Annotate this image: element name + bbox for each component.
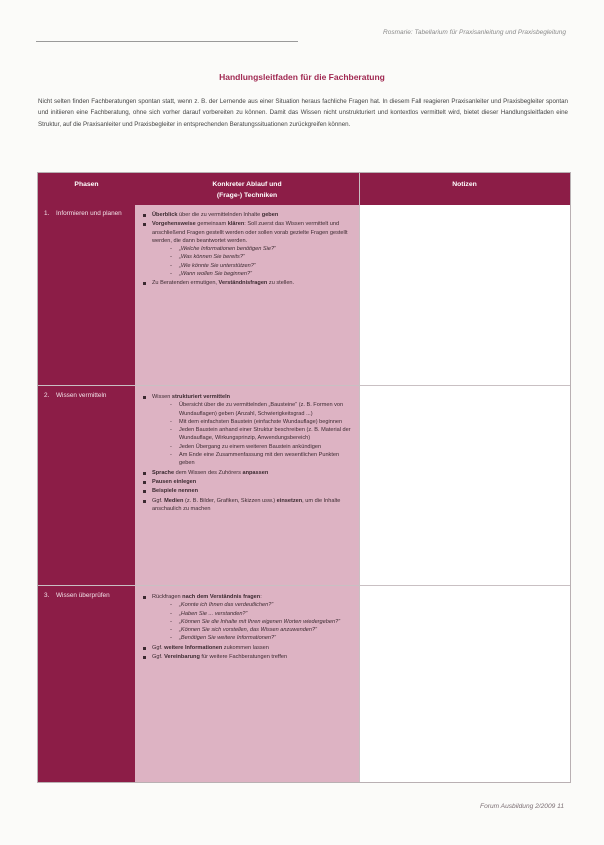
list-item: Ggf. Medien (z. B. Bilder, Grafiken, Skizzen usw.) einsetzen, um die Inhalte anschaulich zu machen [141, 497, 353, 514]
page-footer: Forum Ausbildung 2/2009 11 [480, 803, 564, 810]
sub-item: - Mit dem einfachsten Baustein (einfachste Wundauflage) beginnen [170, 418, 353, 426]
page-title: Handlungsleitfaden für die Fachberatung [219, 72, 385, 82]
question-item: - „Konnte ich Ihnen das verdeutlichen?“ [170, 601, 353, 609]
method-cell-3 [141, 593, 353, 662]
phase-label: Wissen überprüfen [56, 592, 110, 599]
column-divider [359, 173, 360, 782]
header-rule [36, 41, 298, 42]
phase-column-bg [38, 173, 135, 782]
header-notes: Notizen [452, 181, 477, 188]
list-item: Zu Beratenden ermutigen, Verständnisfragen zu stellen. [141, 279, 353, 287]
phase-number: 1. [44, 210, 50, 217]
method-cell-1 [141, 211, 353, 289]
row-divider [38, 385, 570, 386]
list-item: Vorgehensweise gemeinsam klären: Soll zuerst das Wissen vermittelt und anschließend Fragen gestellt werden oder sollen vorab gezielte Fragen gestellt werden, die dann beantwortet werden. - „Welche Informationen benötigen Sie?“ - „Was können Sie bereits?“ - „Wie könnte Sie unterstützen?“ - „Wann wollen Sie beginnen?“ [141, 220, 353, 278]
intro-paragraph: Nicht selten finden Fachberatungen spontan statt, wenn z. B. der Lernende aus einer Situation heraus fachliche Fragen hat. In diesem Fall reagieren Praxisanleiter und Praxisbegleiter spontan und initiieren eine Fachberatung, ohne sich vorher darauf vorbereiten zu können. Damit das Wissen nicht unstrukturiert und kontextlos vermittelt wird, bietet dieser Handlungsleitfaden eine Struktur, auf die Praxisanleiter und Praxisbegleiter in entsprechenden Beratungssituationen zurückgreifen können. [38, 98, 568, 128]
sub-item: - Jeden Übergang zu einem weiteren Baustein ankündigen [170, 443, 353, 451]
guideline-table [37, 172, 571, 783]
header-method [135, 179, 359, 201]
phase-label: Informieren und planen [56, 210, 122, 217]
sub-item: - Jeden Baustein anhand einer Struktur beschreiben (z. B. Material der Wundauflage, Wirkungsprinzip, Anwendungsbereich) [170, 426, 353, 443]
question-item: - „Wann wollen Sie beginnen?“ [170, 270, 353, 278]
table-header-row [38, 173, 570, 205]
question-item: - „Benötigen Sie weitere Informationen?“ [170, 634, 353, 642]
header-method-line1: Konkreter Ablauf und [212, 181, 282, 188]
list-item: Ggf. Vereinbarung für weitere Fachberatungen treffen [141, 653, 353, 661]
phase-label: Wissen vermitteln [56, 392, 107, 399]
list-item: Pausen einlegen [141, 478, 353, 486]
question-item: - „Was können Sie bereits?“ [170, 253, 353, 261]
question-item: - „Welche Informationen benötigen Sie?“ [170, 245, 353, 253]
list-item: Beispiele nennen [141, 487, 353, 495]
question-item: - „Können Sie sich vorstellen, das Wissen anzuwenden?“ [170, 626, 353, 634]
phase-number: 3. [44, 592, 50, 599]
running-header: Rosmarie: Tabellarium für Praxisanleitung und Praxisbegleitung [383, 29, 566, 36]
row-divider [38, 585, 570, 586]
question-item: - „Haben Sie ... verstanden?“ [170, 610, 353, 618]
phase-3 [44, 591, 132, 600]
question-item: - „Können Sie die Inhalte mit Ihren eigenen Worten wiedergeben?“ [170, 618, 353, 626]
phase-number: 2. [44, 392, 50, 399]
sub-item: - Am Ende eine Zusammenfassung mit den wesentlichen Punkten geben [170, 451, 353, 468]
phase-2 [44, 391, 132, 400]
list-item: Wissen strukturiert vermitteln - Übersicht über die zu vermittelnden „Bausteine“ (z. B. Formen von Wundauflagen) geben (Anzahl, Schwierigkeitsgrad ...) - Mit dem einfachsten Baustein (einfachste Wundauflage) beginnen - Jeden Baustein anhand einer Struktur beschreiben (z. B. Material der Wundauflage, Wirkungsprinzip, Anwendungsbereich) - Jeden Übergang zu einem weiteren Baustein ankündigen - Am Ende eine Zusammenfassung mit den wesentlichen Punkten geben [141, 393, 353, 468]
method-cell-2 [141, 393, 353, 514]
sub-item: - Übersicht über die zu vermittelnden „Bausteine“ (z. B. Formen von Wundauflagen) geben (Anzahl, Schwierigkeitsgrad ...) [170, 401, 353, 418]
list-item: Ggf. weitere Informationen zukommen lassen [141, 644, 353, 652]
header-phases: Phasen [74, 181, 99, 188]
question-item: - „Wie könnte Sie unterstützen?“ [170, 262, 353, 270]
list-item: Rückfragen nach dem Verständnis fragen: - „Konnte ich Ihnen das verdeutlichen?“ - „Haben Sie ... verstanden?“ - „Können Sie die Inhalte mit Ihren eigenen Worten wiedergeben?“ - „Können Sie sich vorstellen, das Wissen anzuwenden?“ - „Benötigen Sie weitere Informationen?“ [141, 593, 353, 643]
phase-1 [44, 209, 132, 218]
list-item: Überblick über die zu vermittelnden Inhalte geben [141, 211, 353, 219]
list-item: Sprache dem Wissen des Zuhörers anpassen [141, 469, 353, 477]
header-method-line2: (Frage-) Techniken [216, 192, 278, 199]
